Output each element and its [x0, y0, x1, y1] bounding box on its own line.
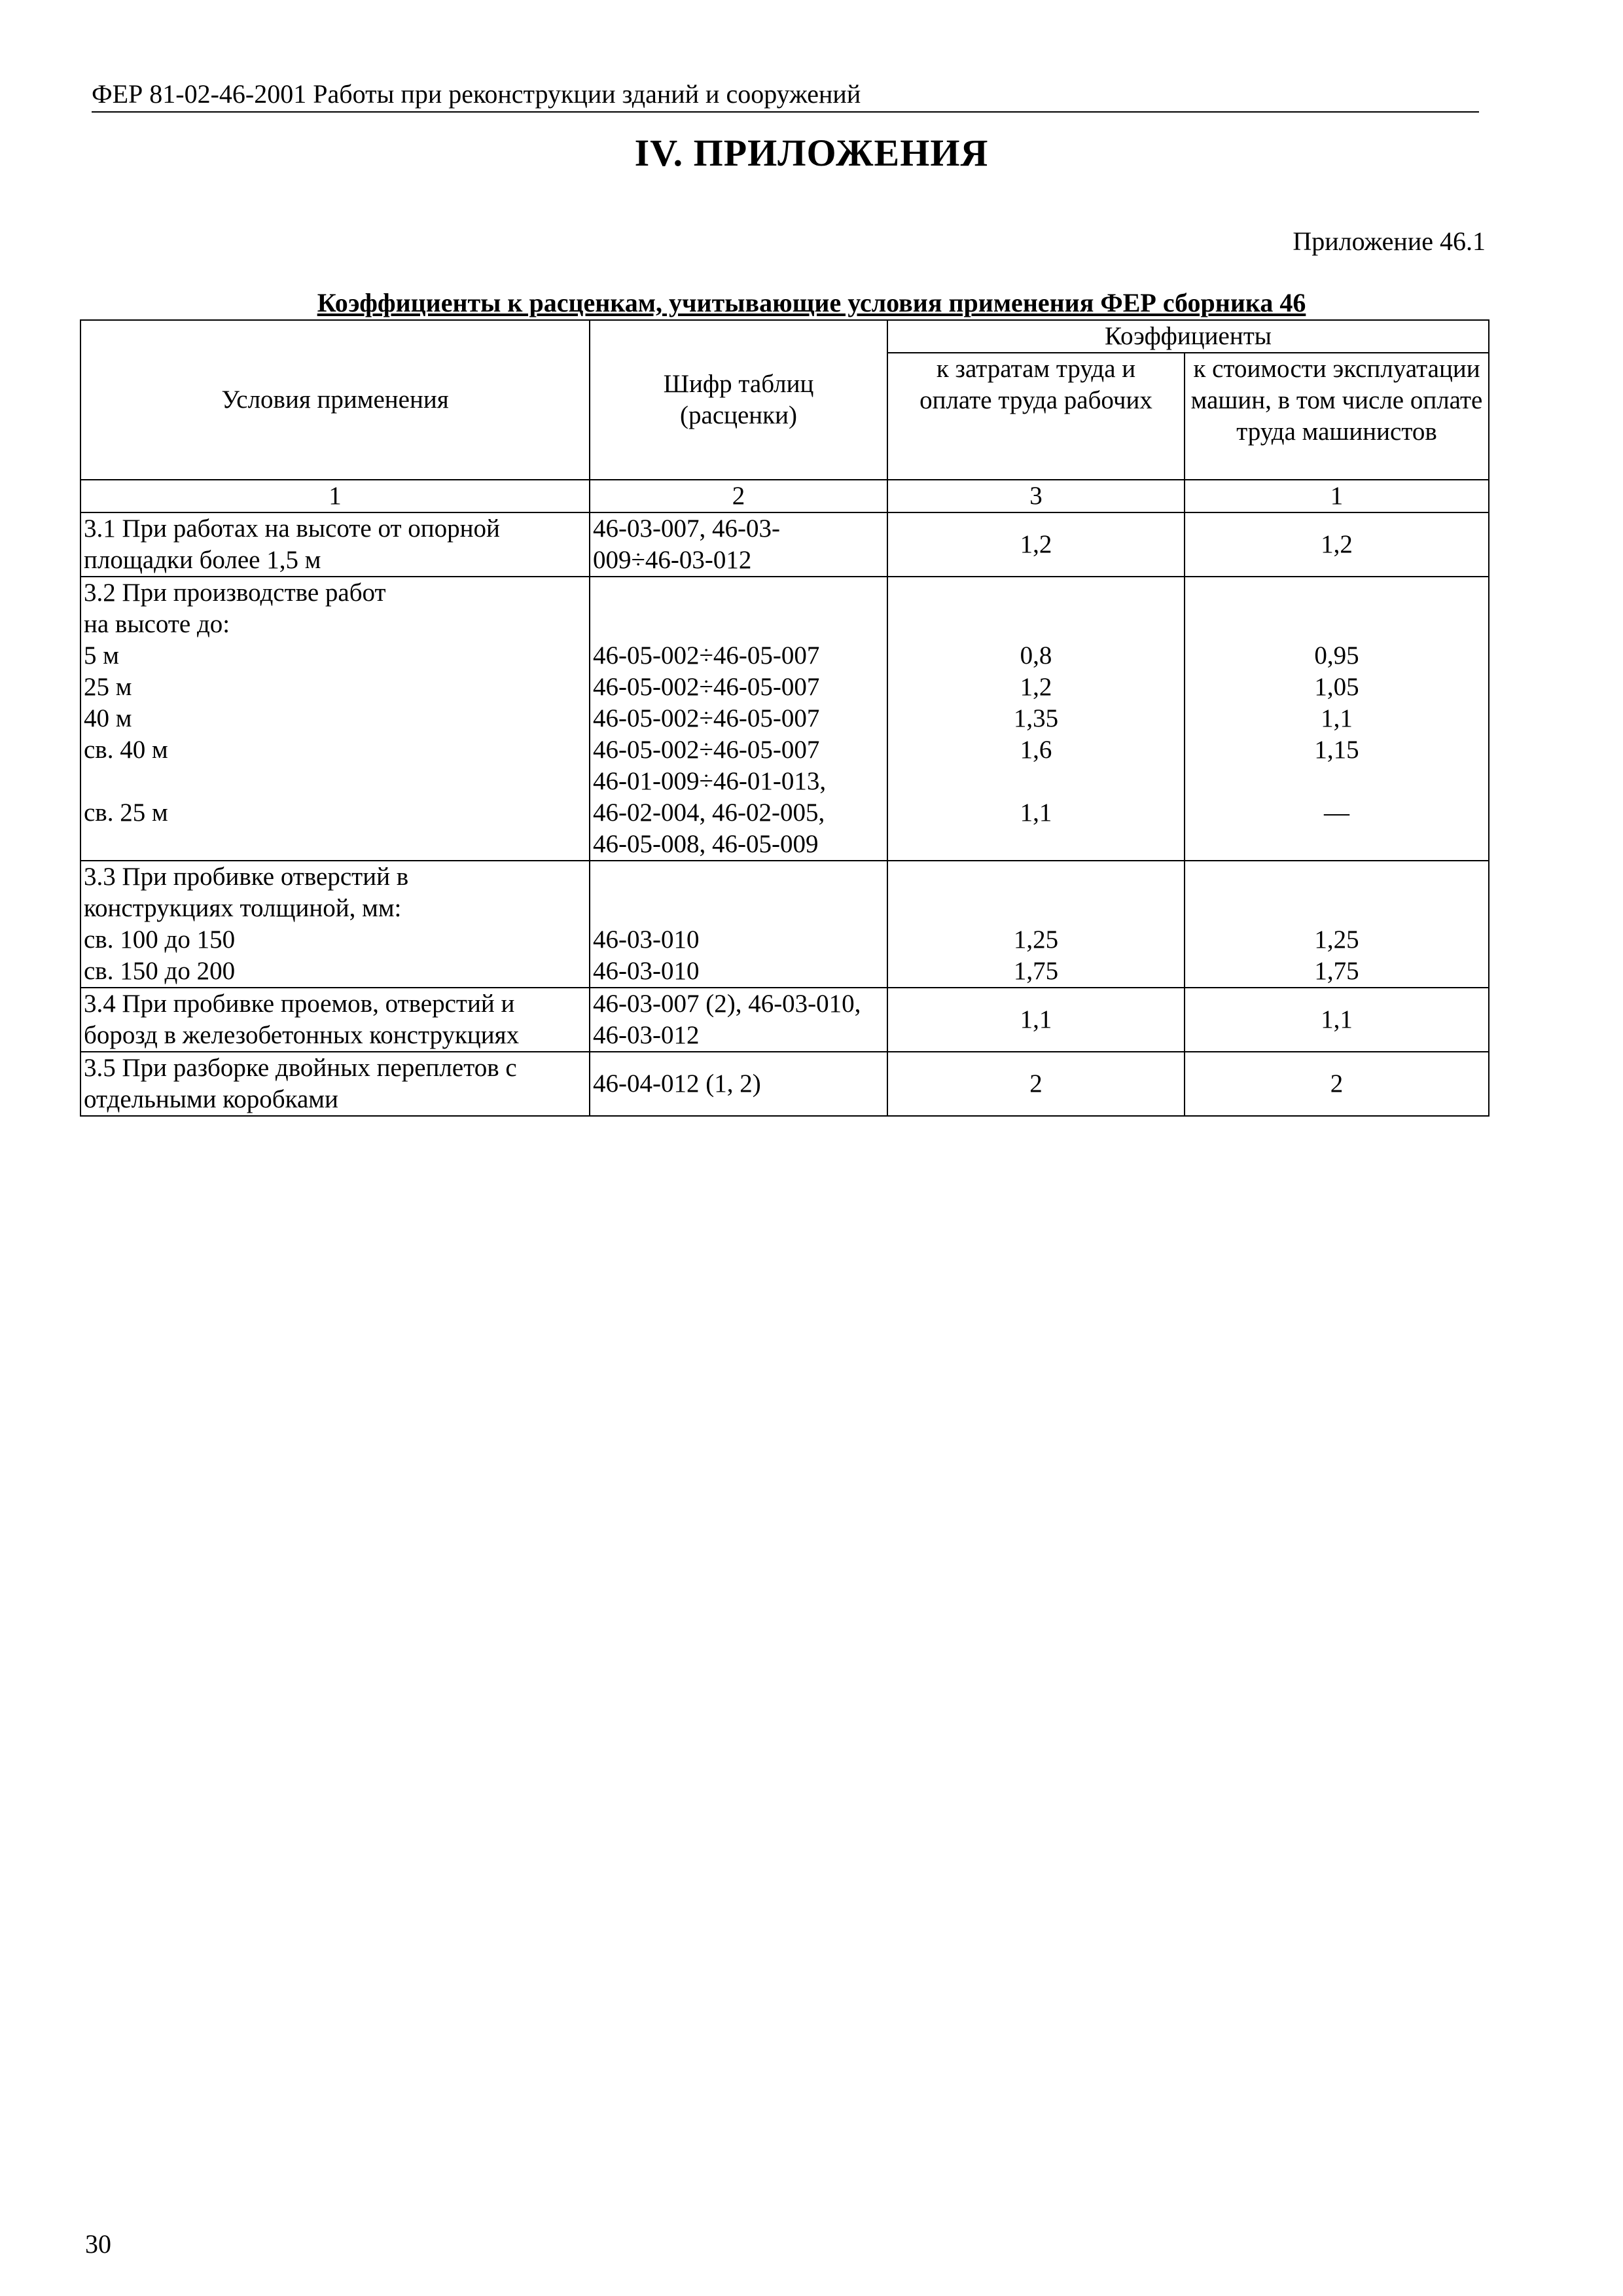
header-labor: к затратам труда и оплате труда рабочих	[887, 353, 1185, 480]
table-row	[80, 861, 1489, 988]
row-machines: 2	[1185, 1052, 1489, 1116]
row-machines: 1,1	[1185, 988, 1489, 1052]
column-number-4: 1	[1185, 480, 1489, 512]
row-codes: 46-03-007 (2), 46-03-010, 46-03-012	[590, 988, 887, 1052]
header-conditions: Условия применения	[80, 320, 590, 480]
page-number: 30	[85, 2229, 111, 2259]
table-title: Коэффициенты к расценкам, учитывающие условия применения ФЕР сборника 46	[317, 288, 1306, 317]
table-row	[80, 577, 1489, 861]
row-conditions: 3.4 При пробивке проемов, отверстий и борозд в железобетонных конструкциях	[80, 988, 590, 1052]
row-conditions: 3.3 При пробивке отверстий в конструкциях толщиной, мм: св. 100 до 150 св. 150 до 200	[80, 861, 590, 988]
table-row	[80, 1052, 1489, 1116]
column-number-2: 2	[590, 480, 887, 512]
row-conditions: 3.2 При производстве работ на высоте до: 5 м 25 м 40 м св. 40 м св. 25 м	[80, 577, 590, 861]
row-machines: 1,25 1,75	[1185, 861, 1489, 988]
coefficients-table	[80, 319, 1489, 1117]
header-coefficients: Коэффициенты	[887, 320, 1489, 353]
row-conditions: 3.1 При работах на высоте от опорной площадки более 1,5 м	[80, 512, 590, 577]
row-codes: 46-05-002÷46-05-007 46-05-002÷46-05-007 46-05-002÷46-05-007 46-05-002÷46-05-007 46-01-009÷46-01-013, 46-02-004, 46-02-005, 46-05-008, 46-05-009	[590, 577, 887, 861]
table-row	[80, 988, 1489, 1052]
row-labor: 0,8 1,2 1,35 1,6 1,1	[887, 577, 1185, 861]
row-machines: 0,95 1,05 1,1 1,15 —	[1185, 577, 1489, 861]
row-labor: 1,2	[887, 512, 1185, 577]
row-conditions: 3.5 При разборке двойных переплетов с отдельными коробками	[80, 1052, 590, 1116]
column-number-1: 1	[80, 480, 590, 512]
running-header: ФЕР 81-02-46-2001 Работы при реконструкции зданий и сооружений	[92, 77, 1479, 113]
row-codes: 46-03-010 46-03-010	[590, 861, 887, 988]
row-codes: 46-04-012 (1, 2)	[590, 1052, 887, 1116]
row-labor: 2	[887, 1052, 1185, 1116]
row-labor: 1,1	[887, 988, 1185, 1052]
header-code: Шифр таблиц (расценки)	[590, 320, 887, 480]
appendix-number: Приложение 46.1	[1293, 226, 1486, 256]
header-machines: к стоимости эксплуатации машин, в том числе оплате труда машинистов	[1185, 353, 1489, 480]
row-codes: 46-03-007, 46-03- 009÷46-03-012	[590, 512, 887, 577]
row-machines: 1,2	[1185, 512, 1489, 577]
row-labor: 1,25 1,75	[887, 861, 1185, 988]
table-row	[80, 512, 1489, 577]
section-title: IV. ПРИЛОЖЕНИЯ	[634, 132, 989, 174]
column-number-3: 3	[887, 480, 1185, 512]
